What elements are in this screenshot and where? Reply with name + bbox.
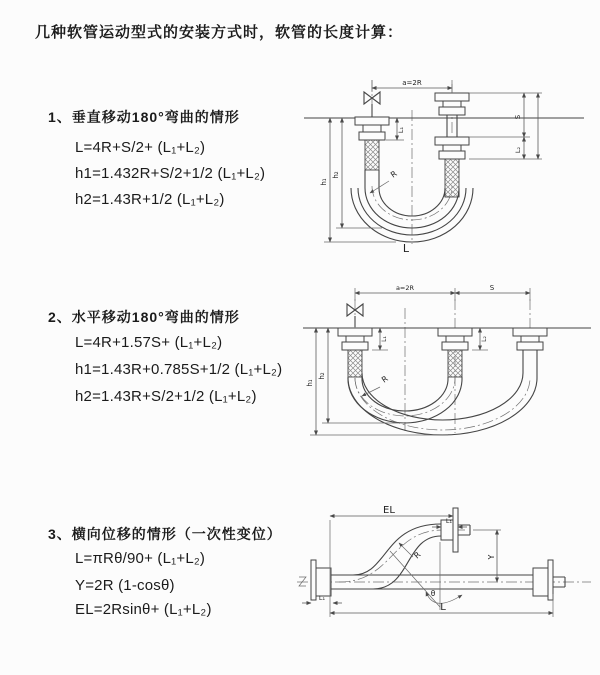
diagram-lateral-displacement [293,496,600,628]
dimension-l2 [472,328,488,350]
centerlines [372,80,452,244]
u-bend-hoses [348,350,537,435]
dim-label-l: L [440,602,446,613]
dim-label-r: R [412,550,423,561]
dim-label-s: S [514,114,522,120]
dim-label-l1: L₁ [397,126,405,134]
dim-label-r: R [379,374,390,385]
angle-theta-construction [390,542,462,610]
right-flange [533,560,565,600]
formula-h2-1: h2=1.43R+1/2 (L₁+L₂) [75,191,225,208]
dim-label-h2: h₂ [332,171,340,179]
formula-h1-1: h1=1.432R+S/2+1/2 (L₁+L₂) [75,165,266,182]
dimension-el [330,505,453,617]
dim-label-y: Y [487,554,496,560]
dim-label-l2: L₂ [481,336,488,342]
dimension-l1 [372,328,388,350]
formula-L-3: L=πRθ/90+ (L₁+L₂) [75,550,206,567]
dim-label-l-bottom: L [402,242,410,255]
formula-h1-2: h1=1.43R+0.785S+1/2 (L₁+L₂) [75,361,283,378]
s-curve-hose-displaced [353,524,441,589]
formula-L-2: L=4R+1.57S+ (L₁+L₂) [75,334,223,351]
dim-label-l1-left: L₁ [318,594,326,602]
left-hose-fitting [338,328,372,377]
centerlines [355,299,530,433]
dim-label-l1-top: L₁ [445,517,453,525]
upper-right-flange [441,508,470,552]
formula-EL-3: EL=2Rsinθ+ (L₁+L₂) [75,601,212,618]
dimension-a2r [355,284,530,301]
section-3-heading: 3、横向位移的情形（一次性变位） [48,526,282,542]
formula-Y-3: Y=2R (1-cosθ) [75,577,175,594]
dim-label-h1: h₁ [306,379,314,387]
dimension-y [473,530,501,582]
formula-L-1: L=4R+S/2+ (L₁+L₂) [75,139,206,156]
dimension-l-bottom [330,594,553,617]
dim-label-l2: L₂ [514,146,522,154]
dim-label-a2r: a=2R [395,284,415,292]
dim-label-h1: h₁ [320,178,328,186]
dim-label-a2r: a=2R [402,79,422,87]
dim-label-h2: h₂ [318,372,326,380]
dimension-l1-left [302,594,342,603]
dim-label-el: EL [383,505,395,516]
right-hose-fitting [513,328,547,350]
dim-label-r: R [388,169,399,180]
left-hose-fitting [355,117,389,170]
right-hose-fittings [435,93,469,197]
section-1-heading: 1、垂直移动180°弯曲的情形 [48,109,240,125]
dimension-s-l2-right [469,93,542,159]
section-2-heading: 2、水平移动180°弯曲的情形 [48,309,240,325]
middle-hose-fitting [438,328,472,377]
page-title: 几种软管运动型式的安装方式时，软管的长度计算： [35,24,404,41]
diagram-vertical-180-bend [298,72,590,255]
centerline-symbol [299,577,306,586]
dim-label-s: S [489,284,495,292]
dim-label-l1: L₁ [381,336,388,342]
dimension-a2r [372,79,452,92]
radius-callout [370,169,399,193]
formula-h2-2: h2=1.43R+S/2+1/2 (L₁+L₂) [75,388,257,405]
diagram-horizontal-180-bend [298,283,598,451]
dim-label-theta: θ [430,589,436,598]
